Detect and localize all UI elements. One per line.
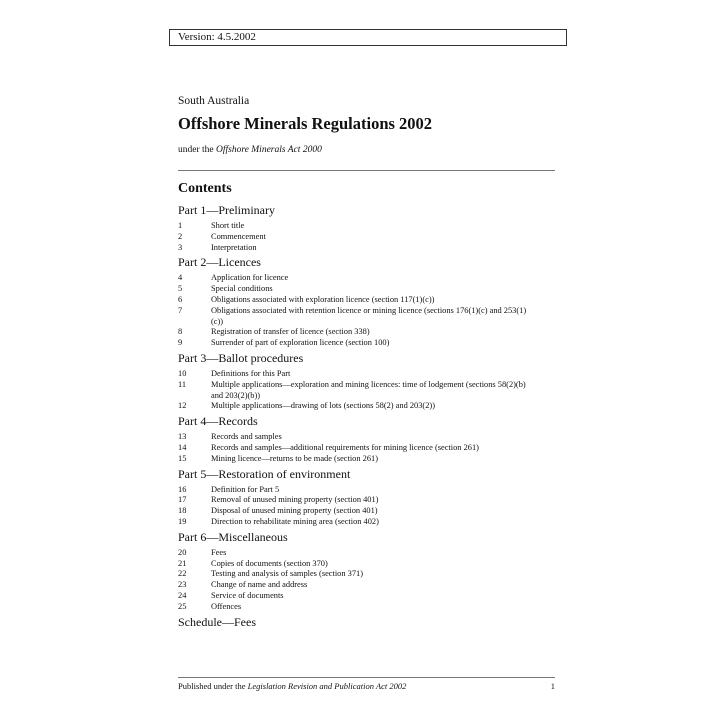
toc-entry[interactable] xyxy=(178,232,555,243)
toc-entry[interactable] xyxy=(178,221,555,232)
toc-entry-title: Disposal of unused mining property (section 401) xyxy=(211,506,378,516)
toc-entry[interactable] xyxy=(178,432,555,443)
toc-entry-number: 15 xyxy=(178,453,187,463)
toc-part-heading[interactable]: Part 2—Licences xyxy=(178,255,261,270)
toc-entry[interactable] xyxy=(178,380,555,402)
toc-entry-number: 22 xyxy=(178,569,187,579)
toc-entry-list xyxy=(178,432,555,464)
toc-entry[interactable] xyxy=(178,327,555,338)
toc-entry-number: 12 xyxy=(178,401,187,411)
footer xyxy=(178,681,555,691)
table-of-contents xyxy=(178,203,555,633)
toc-entry-title: Service of documents xyxy=(211,590,284,600)
toc-entry[interactable] xyxy=(178,517,555,528)
toc-entry-title: Commencement xyxy=(211,231,266,241)
enabling-act-title: Offshore Minerals Act 2000 xyxy=(216,145,322,155)
toc-entry[interactable] xyxy=(178,580,555,591)
footer-act-title: Legislation Revision and Publication Act 2002 xyxy=(247,681,407,691)
toc-entry-number: 2 xyxy=(178,231,183,241)
toc-entry-number: 8 xyxy=(178,327,183,337)
toc-entry[interactable] xyxy=(178,443,555,454)
toc-entry[interactable] xyxy=(178,369,555,380)
toc-entry-number: 16 xyxy=(178,484,187,494)
toc-entry-number: 14 xyxy=(178,442,187,452)
toc-entry[interactable] xyxy=(178,548,555,559)
toc-entry-title: Interpretation xyxy=(211,242,257,252)
toc-entry[interactable] xyxy=(178,401,555,412)
toc-part-heading[interactable]: Schedule—Fees xyxy=(178,614,256,629)
toc-entry-title: Obligations associated with exploration licence (section 117(1)(c)) xyxy=(211,294,435,304)
toc-entry-list xyxy=(178,485,555,528)
toc-entry-number: 9 xyxy=(178,338,183,348)
toc-entry-title: Short title xyxy=(211,221,245,230)
footer-prefix: Published under the xyxy=(178,681,248,691)
toc-entry-number: 7 xyxy=(178,305,183,315)
toc-entry-title: Obligations associated with retention licence or mining licence (sections 176(1)(c) and 253(1)(c)) xyxy=(211,305,527,326)
toc-entry[interactable] xyxy=(178,569,555,580)
toc-entry[interactable] xyxy=(178,338,555,349)
toc-entry-number: 11 xyxy=(178,379,187,389)
toc-entry-title: Fees xyxy=(211,547,227,557)
toc-entry-number: 3 xyxy=(178,242,183,252)
document-title: Offshore Minerals Regulations 2002 xyxy=(178,114,433,133)
toc-entry[interactable] xyxy=(178,602,555,613)
toc-entry-title: Records and samples xyxy=(211,432,282,442)
toc-entry-list xyxy=(178,548,555,613)
toc-entry-number: 6 xyxy=(178,294,183,304)
toc-entry-number: 18 xyxy=(178,506,187,516)
toc-entry-title: Registration of transfer of licence (section 338) xyxy=(211,327,370,337)
page-number: 1 xyxy=(550,681,555,691)
toc-entry-title: Definitions for this Part xyxy=(211,368,291,378)
toc-entry-title: Direction to rehabilitate mining area (section 402) xyxy=(211,516,379,526)
toc-entry[interactable] xyxy=(178,284,555,295)
toc-entry-number: 4 xyxy=(178,273,183,283)
toc-entry-number: 24 xyxy=(178,590,187,600)
toc-entry-title: Removal of unused mining property (section 401) xyxy=(211,495,379,505)
toc-entry-list xyxy=(178,221,555,253)
toc-entry[interactable] xyxy=(178,295,555,306)
toc-entry-title: Copies of documents (section 370) xyxy=(211,558,328,568)
toc-entry-number: 21 xyxy=(178,558,187,568)
toc-entry-number: 5 xyxy=(178,284,183,294)
toc-entry-number: 13 xyxy=(178,432,187,442)
toc-entry-title: Offences xyxy=(211,601,242,611)
enabling-act-prefix: under the xyxy=(178,145,216,155)
toc-entry-number: 23 xyxy=(178,580,187,590)
toc-entry[interactable] xyxy=(178,243,555,254)
toc-entry[interactable] xyxy=(178,273,555,284)
toc-entry-title: Surrender of part of exploration licence (section 100) xyxy=(211,338,390,348)
toc-part-heading[interactable]: Part 4—Records xyxy=(178,414,258,429)
toc-entry[interactable] xyxy=(178,506,555,517)
toc-entry-title: Testing and analysis of samples (section 371) xyxy=(211,569,363,579)
toc-entry-title: Mining licence—returns to be made (section 261) xyxy=(211,453,378,463)
toc-entry-title: Application for licence xyxy=(211,273,289,283)
header-divider xyxy=(178,170,555,171)
toc-part-heading[interactable]: Part 6—Miscellaneous xyxy=(178,529,288,544)
enabling-act-line xyxy=(178,145,322,155)
toc-entry-list xyxy=(178,369,555,412)
toc-entry-title: Multiple applications—drawing of lots (sections 58(2) and 203(2)) xyxy=(211,401,435,411)
toc-entry[interactable] xyxy=(178,559,555,570)
toc-entry-number: 1 xyxy=(178,221,183,230)
toc-entry-title: Multiple applications—exploration and mining licences: time of lodgement (sections 58(2)(b) and 203(2)(b)) xyxy=(211,379,526,400)
toc-entry-title: Change of name and address xyxy=(211,580,308,590)
toc-entry[interactable] xyxy=(178,306,555,328)
jurisdiction-label: South Australia xyxy=(178,95,250,107)
toc-part-heading[interactable]: Part 5—Restoration of environment xyxy=(178,466,351,481)
footer-divider xyxy=(178,677,555,678)
version-label: Version: 4.5.2002 xyxy=(169,29,567,46)
toc-entry-title: Records and samples—additional requirements for mining licence (section 261) xyxy=(211,442,479,452)
toc-entry[interactable] xyxy=(178,591,555,602)
toc-entry-number: 17 xyxy=(178,495,187,505)
toc-entry-list xyxy=(178,273,555,349)
toc-entry[interactable] xyxy=(178,485,555,496)
toc-part-heading[interactable]: Part 3—Ballot procedures xyxy=(178,350,304,365)
toc-entry-title: Definition for Part 5 xyxy=(211,484,280,494)
toc-entry-number: 25 xyxy=(178,601,187,611)
toc-entry-title: Special conditions xyxy=(211,284,273,294)
toc-entry-number: 19 xyxy=(178,516,187,526)
toc-entry[interactable] xyxy=(178,454,555,465)
toc-part-heading[interactable]: Part 1—Preliminary xyxy=(178,203,275,217)
toc-entry-number: 20 xyxy=(178,547,187,557)
contents-heading: Contents xyxy=(178,181,232,196)
toc-entry-number: 10 xyxy=(178,368,187,378)
toc-entry[interactable] xyxy=(178,495,555,506)
